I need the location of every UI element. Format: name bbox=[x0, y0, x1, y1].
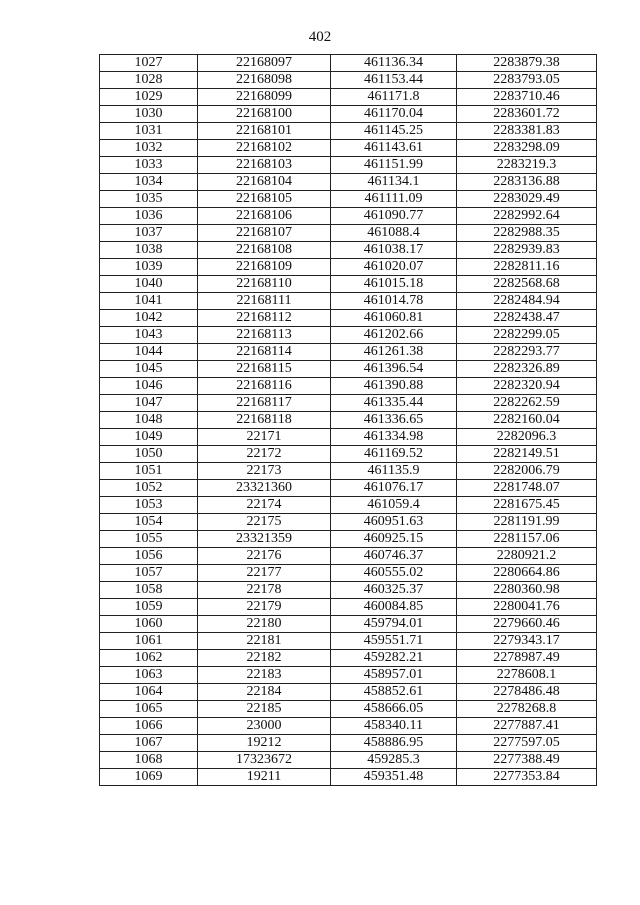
point-id-cell: 22168106 bbox=[198, 208, 331, 225]
x-coordinate-cell: 461335.44 bbox=[331, 395, 457, 412]
y-coordinate-cell: 2282992.64 bbox=[457, 208, 597, 225]
row-number-cell: 1027 bbox=[100, 55, 198, 72]
x-coordinate-cell: 461336.65 bbox=[331, 412, 457, 429]
y-coordinate-cell: 2279660.46 bbox=[457, 616, 597, 633]
table-row bbox=[100, 429, 597, 446]
table-row bbox=[100, 480, 597, 497]
point-id-cell: 22176 bbox=[198, 548, 331, 565]
point-id-cell: 22168102 bbox=[198, 140, 331, 157]
table-row bbox=[100, 718, 597, 735]
x-coordinate-cell: 460951.63 bbox=[331, 514, 457, 531]
point-id-cell: 19212 bbox=[198, 735, 331, 752]
y-coordinate-cell: 2278987.49 bbox=[457, 650, 597, 667]
row-number-cell: 1036 bbox=[100, 208, 198, 225]
row-number-cell: 1040 bbox=[100, 276, 198, 293]
x-coordinate-cell: 461134.1 bbox=[331, 174, 457, 191]
x-coordinate-cell: 459351.48 bbox=[331, 769, 457, 786]
row-number-cell: 1060 bbox=[100, 616, 198, 633]
point-id-cell: 22168110 bbox=[198, 276, 331, 293]
point-id-cell: 17323672 bbox=[198, 752, 331, 769]
row-number-cell: 1069 bbox=[100, 769, 198, 786]
row-number-cell: 1054 bbox=[100, 514, 198, 531]
row-number-cell: 1044 bbox=[100, 344, 198, 361]
table-row bbox=[100, 293, 597, 310]
x-coordinate-cell: 461390.88 bbox=[331, 378, 457, 395]
y-coordinate-cell: 2282988.35 bbox=[457, 225, 597, 242]
row-number-cell: 1061 bbox=[100, 633, 198, 650]
row-number-cell: 1032 bbox=[100, 140, 198, 157]
point-id-cell: 22168105 bbox=[198, 191, 331, 208]
table-row bbox=[100, 582, 597, 599]
point-id-cell: 22168113 bbox=[198, 327, 331, 344]
row-number-cell: 1067 bbox=[100, 735, 198, 752]
y-coordinate-cell: 2282811.16 bbox=[457, 259, 597, 276]
row-number-cell: 1057 bbox=[100, 565, 198, 582]
x-coordinate-cell: 461088.4 bbox=[331, 225, 457, 242]
point-id-cell: 22182 bbox=[198, 650, 331, 667]
x-coordinate-cell: 461143.61 bbox=[331, 140, 457, 157]
x-coordinate-cell: 461145.25 bbox=[331, 123, 457, 140]
y-coordinate-cell: 2277597.05 bbox=[457, 735, 597, 752]
y-coordinate-cell: 2283219.3 bbox=[457, 157, 597, 174]
row-number-cell: 1066 bbox=[100, 718, 198, 735]
point-id-cell: 22175 bbox=[198, 514, 331, 531]
row-number-cell: 1033 bbox=[100, 157, 198, 174]
table-row bbox=[100, 412, 597, 429]
y-coordinate-cell: 2281748.07 bbox=[457, 480, 597, 497]
table-row bbox=[100, 701, 597, 718]
table-row bbox=[100, 463, 597, 480]
row-number-cell: 1062 bbox=[100, 650, 198, 667]
x-coordinate-cell: 461170.04 bbox=[331, 106, 457, 123]
point-id-cell: 22181 bbox=[198, 633, 331, 650]
y-coordinate-cell: 2282262.59 bbox=[457, 395, 597, 412]
x-coordinate-cell: 461396.54 bbox=[331, 361, 457, 378]
x-coordinate-cell: 458340.11 bbox=[331, 718, 457, 735]
row-number-cell: 1068 bbox=[100, 752, 198, 769]
point-id-cell: 22183 bbox=[198, 667, 331, 684]
row-number-cell: 1034 bbox=[100, 174, 198, 191]
point-id-cell: 22168115 bbox=[198, 361, 331, 378]
table-row bbox=[100, 208, 597, 225]
point-id-cell: 22173 bbox=[198, 463, 331, 480]
table-row bbox=[100, 633, 597, 650]
x-coordinate-cell: 460746.37 bbox=[331, 548, 457, 565]
x-coordinate-cell: 460925.15 bbox=[331, 531, 457, 548]
row-number-cell: 1065 bbox=[100, 701, 198, 718]
x-coordinate-cell: 461020.07 bbox=[331, 259, 457, 276]
row-number-cell: 1050 bbox=[100, 446, 198, 463]
row-number-cell: 1046 bbox=[100, 378, 198, 395]
point-id-cell: 22168107 bbox=[198, 225, 331, 242]
y-coordinate-cell: 2281191.99 bbox=[457, 514, 597, 531]
y-coordinate-cell: 2282484.94 bbox=[457, 293, 597, 310]
row-number-cell: 1037 bbox=[100, 225, 198, 242]
point-id-cell: 22168112 bbox=[198, 310, 331, 327]
x-coordinate-cell: 460084.85 bbox=[331, 599, 457, 616]
point-id-cell: 22177 bbox=[198, 565, 331, 582]
y-coordinate-cell: 2283381.83 bbox=[457, 123, 597, 140]
point-id-cell: 22168117 bbox=[198, 395, 331, 412]
y-coordinate-cell: 2280921.2 bbox=[457, 548, 597, 565]
point-id-cell: 22184 bbox=[198, 684, 331, 701]
table-row bbox=[100, 769, 597, 786]
table-row bbox=[100, 174, 597, 191]
y-coordinate-cell: 2282293.77 bbox=[457, 344, 597, 361]
row-number-cell: 1042 bbox=[100, 310, 198, 327]
point-id-cell: 22168101 bbox=[198, 123, 331, 140]
table-row bbox=[100, 735, 597, 752]
point-id-cell: 22168100 bbox=[198, 106, 331, 123]
point-id-cell: 22168108 bbox=[198, 242, 331, 259]
row-number-cell: 1058 bbox=[100, 582, 198, 599]
table-row bbox=[100, 565, 597, 582]
table-row bbox=[100, 514, 597, 531]
point-id-cell: 22179 bbox=[198, 599, 331, 616]
row-number-cell: 1052 bbox=[100, 480, 198, 497]
row-number-cell: 1059 bbox=[100, 599, 198, 616]
row-number-cell: 1063 bbox=[100, 667, 198, 684]
x-coordinate-cell: 461334.98 bbox=[331, 429, 457, 446]
table-row bbox=[100, 497, 597, 514]
table-row bbox=[100, 191, 597, 208]
x-coordinate-cell: 461060.81 bbox=[331, 310, 457, 327]
y-coordinate-cell: 2282438.47 bbox=[457, 310, 597, 327]
y-coordinate-cell: 2280360.98 bbox=[457, 582, 597, 599]
y-coordinate-cell: 2283136.88 bbox=[457, 174, 597, 191]
table-row bbox=[100, 157, 597, 174]
x-coordinate-cell: 461076.17 bbox=[331, 480, 457, 497]
table-row bbox=[100, 395, 597, 412]
x-coordinate-cell: 459285.3 bbox=[331, 752, 457, 769]
y-coordinate-cell: 2277353.84 bbox=[457, 769, 597, 786]
table-row bbox=[100, 344, 597, 361]
y-coordinate-cell: 2283298.09 bbox=[457, 140, 597, 157]
x-coordinate-cell: 461169.52 bbox=[331, 446, 457, 463]
x-coordinate-cell: 461135.9 bbox=[331, 463, 457, 480]
page-number: 402 bbox=[308, 29, 332, 45]
x-coordinate-cell: 461038.17 bbox=[331, 242, 457, 259]
point-id-cell: 19211 bbox=[198, 769, 331, 786]
point-id-cell: 22171 bbox=[198, 429, 331, 446]
point-id-cell: 23000 bbox=[198, 718, 331, 735]
y-coordinate-cell: 2282320.94 bbox=[457, 378, 597, 395]
y-coordinate-cell: 2279343.17 bbox=[457, 633, 597, 650]
point-id-cell: 22174 bbox=[198, 497, 331, 514]
x-coordinate-cell: 460555.02 bbox=[331, 565, 457, 582]
x-coordinate-cell: 459794.01 bbox=[331, 616, 457, 633]
point-id-cell: 22168104 bbox=[198, 174, 331, 191]
x-coordinate-cell: 461059.4 bbox=[331, 497, 457, 514]
x-coordinate-cell: 461111.09 bbox=[331, 191, 457, 208]
y-coordinate-cell: 2283029.49 bbox=[457, 191, 597, 208]
table-row bbox=[100, 327, 597, 344]
y-coordinate-cell: 2281675.45 bbox=[457, 497, 597, 514]
x-coordinate-cell: 461151.99 bbox=[331, 157, 457, 174]
x-coordinate-cell: 458666.05 bbox=[331, 701, 457, 718]
x-coordinate-cell: 461153.44 bbox=[331, 72, 457, 89]
table-row bbox=[100, 531, 597, 548]
x-coordinate-cell: 459551.71 bbox=[331, 633, 457, 650]
row-number-cell: 1056 bbox=[100, 548, 198, 565]
row-number-cell: 1047 bbox=[100, 395, 198, 412]
row-number-cell: 1048 bbox=[100, 412, 198, 429]
y-coordinate-cell: 2282006.79 bbox=[457, 463, 597, 480]
point-id-cell: 22185 bbox=[198, 701, 331, 718]
table-row bbox=[100, 123, 597, 140]
table-row bbox=[100, 361, 597, 378]
point-id-cell: 22168114 bbox=[198, 344, 331, 361]
table-row bbox=[100, 89, 597, 106]
table-row bbox=[100, 242, 597, 259]
y-coordinate-cell: 2281157.06 bbox=[457, 531, 597, 548]
y-coordinate-cell: 2283710.46 bbox=[457, 89, 597, 106]
y-coordinate-cell: 2282299.05 bbox=[457, 327, 597, 344]
row-number-cell: 1031 bbox=[100, 123, 198, 140]
table-row bbox=[100, 650, 597, 667]
table-row bbox=[100, 259, 597, 276]
y-coordinate-cell: 2282568.68 bbox=[457, 276, 597, 293]
table-row bbox=[100, 140, 597, 157]
y-coordinate-cell: 2280041.76 bbox=[457, 599, 597, 616]
row-number-cell: 1064 bbox=[100, 684, 198, 701]
y-coordinate-cell: 2278268.8 bbox=[457, 701, 597, 718]
point-id-cell: 22168118 bbox=[198, 412, 331, 429]
y-coordinate-cell: 2278486.48 bbox=[457, 684, 597, 701]
row-number-cell: 1045 bbox=[100, 361, 198, 378]
row-number-cell: 1055 bbox=[100, 531, 198, 548]
row-number-cell: 1043 bbox=[100, 327, 198, 344]
point-id-cell: 23321359 bbox=[198, 531, 331, 548]
table-row bbox=[100, 55, 597, 72]
point-id-cell: 22172 bbox=[198, 446, 331, 463]
x-coordinate-cell: 461015.18 bbox=[331, 276, 457, 293]
row-number-cell: 1039 bbox=[100, 259, 198, 276]
table-row bbox=[100, 667, 597, 684]
y-coordinate-cell: 2282149.51 bbox=[457, 446, 597, 463]
y-coordinate-cell: 2282160.04 bbox=[457, 412, 597, 429]
x-coordinate-cell: 461090.77 bbox=[331, 208, 457, 225]
table-row bbox=[100, 276, 597, 293]
row-number-cell: 1053 bbox=[100, 497, 198, 514]
point-id-cell: 22168099 bbox=[198, 89, 331, 106]
y-coordinate-cell: 2283879.38 bbox=[457, 55, 597, 72]
row-number-cell: 1035 bbox=[100, 191, 198, 208]
point-id-cell: 22168111 bbox=[198, 293, 331, 310]
row-number-cell: 1029 bbox=[100, 89, 198, 106]
x-coordinate-cell: 458852.61 bbox=[331, 684, 457, 701]
x-coordinate-cell: 461136.34 bbox=[331, 55, 457, 72]
x-coordinate-cell: 458886.95 bbox=[331, 735, 457, 752]
table-row bbox=[100, 548, 597, 565]
x-coordinate-cell: 458957.01 bbox=[331, 667, 457, 684]
point-id-cell: 22168097 bbox=[198, 55, 331, 72]
y-coordinate-cell: 2282096.3 bbox=[457, 429, 597, 446]
point-id-cell: 22178 bbox=[198, 582, 331, 599]
table-row bbox=[100, 752, 597, 769]
x-coordinate-cell: 461014.78 bbox=[331, 293, 457, 310]
table-row bbox=[100, 684, 597, 701]
table-row bbox=[100, 616, 597, 633]
x-coordinate-cell: 460325.37 bbox=[331, 582, 457, 599]
row-number-cell: 1028 bbox=[100, 72, 198, 89]
table-row bbox=[100, 599, 597, 616]
y-coordinate-cell: 2283601.72 bbox=[457, 106, 597, 123]
table-row bbox=[100, 225, 597, 242]
row-number-cell: 1038 bbox=[100, 242, 198, 259]
y-coordinate-cell: 2278608.1 bbox=[457, 667, 597, 684]
table-row bbox=[100, 446, 597, 463]
x-coordinate-cell: 459282.21 bbox=[331, 650, 457, 667]
table-row bbox=[100, 378, 597, 395]
y-coordinate-cell: 2282326.89 bbox=[457, 361, 597, 378]
y-coordinate-cell: 2282939.83 bbox=[457, 242, 597, 259]
row-number-cell: 1049 bbox=[100, 429, 198, 446]
table-row bbox=[100, 106, 597, 123]
row-number-cell: 1041 bbox=[100, 293, 198, 310]
x-coordinate-cell: 461261.38 bbox=[331, 344, 457, 361]
row-number-cell: 1030 bbox=[100, 106, 198, 123]
point-id-cell: 22168116 bbox=[198, 378, 331, 395]
y-coordinate-cell: 2280664.86 bbox=[457, 565, 597, 582]
table-row bbox=[100, 72, 597, 89]
table-body bbox=[100, 55, 597, 786]
row-number-cell: 1051 bbox=[100, 463, 198, 480]
coordinate-table bbox=[99, 54, 597, 786]
point-id-cell: 23321360 bbox=[198, 480, 331, 497]
point-id-cell: 22180 bbox=[198, 616, 331, 633]
y-coordinate-cell: 2277887.41 bbox=[457, 718, 597, 735]
x-coordinate-cell: 461202.66 bbox=[331, 327, 457, 344]
y-coordinate-cell: 2283793.05 bbox=[457, 72, 597, 89]
point-id-cell: 22168109 bbox=[198, 259, 331, 276]
point-id-cell: 22168103 bbox=[198, 157, 331, 174]
table-row bbox=[100, 310, 597, 327]
x-coordinate-cell: 461171.8 bbox=[331, 89, 457, 106]
y-coordinate-cell: 2277388.49 bbox=[457, 752, 597, 769]
point-id-cell: 22168098 bbox=[198, 72, 331, 89]
